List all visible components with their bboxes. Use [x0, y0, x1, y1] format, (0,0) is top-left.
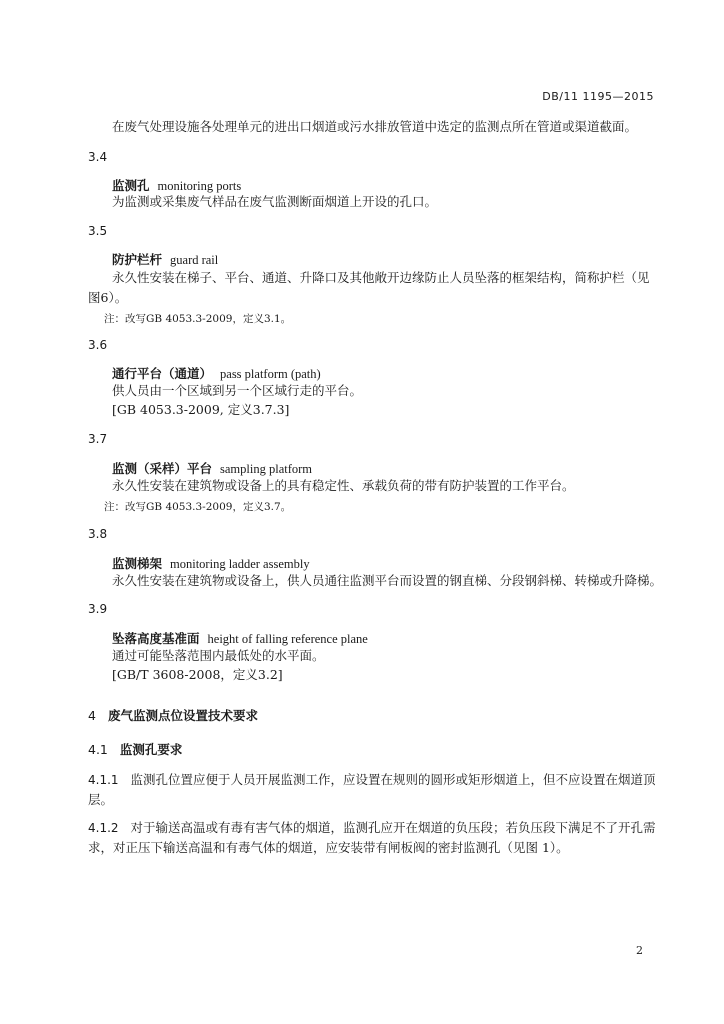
term-definition: 永久性安装在建筑物或设备上的具有稳定性、承载负荷的带有防护装置的工作平台。: [112, 478, 575, 493]
clause-text: 对于输送高温或有毒有害气体的烟道，监测孔应开在烟道的负压段；若负压段下满足不了开孔需求，对正压下输送高温和有毒气体的烟道，应安装带有闸板阀的密封监测孔（见图 1）。: [88, 820, 656, 855]
clause-paragraph: [88, 818, 660, 858]
section-number: 4: [88, 708, 96, 723]
term-number: 3.8: [88, 527, 108, 541]
section-title: 废气监测点位设置技术要求: [107, 708, 258, 723]
term-reference: [GB 4053.3-2009, 定义3.7.3]: [112, 402, 290, 417]
term-number: 3.9: [88, 602, 108, 616]
term-en: pass platform (path): [220, 367, 321, 381]
term-note: 注：改写GB 4053.3-2009，定义3.1。: [104, 313, 292, 325]
term-en: sampling platform: [220, 462, 313, 476]
term-title: [112, 629, 368, 647]
term-zh: 防护栏杆: [112, 252, 163, 267]
term-title: [112, 250, 218, 268]
subsection-number: 4.1: [88, 742, 108, 757]
term-definition: 永久性安装在梯子、平台、通道、升降口及其他敞开边缘防止人员坠落的框架结构，简称护栏（见图6）。: [88, 270, 650, 305]
term-definition: 永久性安装在建筑物或设备上，供人员通往监测平台而设置的钢直梯、分段钢斜梯、转梯或升降梯。: [112, 573, 663, 588]
term-en: monitoring ladder assembly: [170, 557, 310, 571]
term-en: height of falling reference plane: [207, 632, 368, 646]
term-note: 注：改写GB 4053.3-2009，定义3.7。: [104, 501, 292, 513]
term-title: [112, 176, 241, 194]
term-title: [112, 364, 321, 382]
subsection-title: 监测孔要求: [119, 742, 183, 757]
term-number: 3.5: [88, 224, 108, 238]
term-number: 3.6: [88, 338, 108, 352]
term-zh: 坠落高度基准面: [112, 631, 200, 646]
term-en: guard rail: [170, 253, 219, 267]
clause-paragraph: [88, 770, 660, 810]
term-reference: [GB/T 3608-2008，定义3.2]: [112, 667, 283, 682]
page-number: 2: [636, 944, 643, 957]
clause-number: 4.1.1: [88, 773, 119, 787]
term-title: [112, 459, 312, 477]
term-zh: 通行平台（通道）: [112, 366, 213, 381]
term-definition: 通过可能坠落范围内最低处的水平面。: [112, 648, 325, 663]
term-definition: 为监测或采集废气样品在废气监测断面烟道上开设的孔口。: [112, 194, 438, 209]
section-heading: [88, 706, 258, 724]
term-zh: 监测（采样）平台: [112, 461, 213, 476]
term-title: [112, 554, 310, 572]
term-definition: 供人员由一个区域到另一个区域行走的平台。: [112, 383, 363, 398]
term-number: 3.4: [88, 150, 108, 164]
subsection-heading: [88, 740, 182, 758]
term-en: monitoring ports: [157, 179, 242, 193]
term-number: 3.7: [88, 432, 108, 446]
term-zh: 监测孔: [112, 178, 150, 193]
term-zh: 监测梯架: [112, 556, 163, 571]
intro-line: 在废气处理设施各处理单元的进出口烟道或污水排放管道中选定的监测点所在管道或渠道截面。: [112, 119, 638, 134]
clause-text: 监测孔位置应便于人员开展监测工作，应设置在规则的圆形或矩形烟道上，但不应设置在烟道顶层。: [88, 772, 656, 807]
clause-number: 4.1.2: [88, 821, 119, 835]
document-id-header: DB/11 1195—2015: [542, 90, 654, 103]
